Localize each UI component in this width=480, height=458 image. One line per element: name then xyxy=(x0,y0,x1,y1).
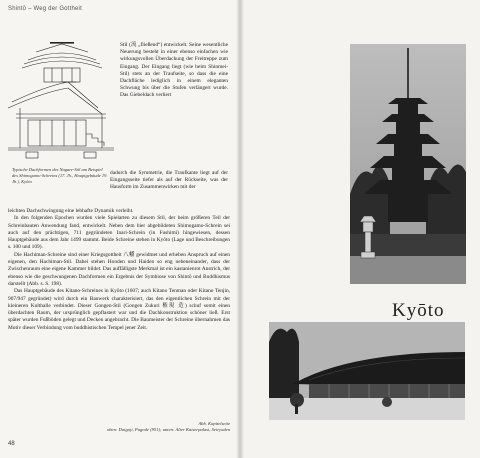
paragraph: In den folgenden Epochen wurden viele Spielarten zu diesem Stil, der beim größeren Teil der Schreinbauten Anwendung fand, entwickelt. Neben dem hier abgebildeten Shimogamo-Schrein sei auch auf den prächtigen, 711 gegründeten Inari-Schrein (in Fushimi) hingewiesen, dessen Hauptgebäude aus dem Jahr 1499 stammt. Beide Schreine stehen in Kyōto (Lage und Beschreibungen s. 100 und 109). xyxy=(8,215,230,251)
body-text xyxy=(8,208,230,332)
book-gutter xyxy=(236,0,244,458)
figure-caption: Typische Dachformen des Nagare-Stil am Beispiel des Shimogamo-Schreins (17. Jh., Hauptgebäude 19. Jh.), Kyōto xyxy=(12,167,108,184)
shrine-roof-diagram xyxy=(6,42,118,164)
intro-text: Stil (流 „fließend“) entwickelt. Seine wesentliche Neuerung besteht in einer ebenso einfachen wie wirkungsvollen Überdachung der Freitreppe zum Eingang. Der Eingang liegt (wie beim Shinmei-Stil) stets an der Traufseite, so dass die eine Dachfläche lediglich in einem eleganten Schwung bis über die Stufen verlängert wurde. Das Giebeldach verliert xyxy=(120,42,228,99)
photo-caption-line: oben: Daigoji, Pagode (951); unten: Alter Kaiserpalast, Seiryoden xyxy=(106,427,230,432)
photo-caption-line: Abb. Kapitelseite xyxy=(198,421,230,426)
paragraph: Die Hachiman-Schreine sind einer Kriegsgottheit 八幡 gewidmet und erheben Anspruch auf einen eigenen, den Hachiman-Stil. Dabei stehen Honden und Haiden so eng nebeneinander, dass der Zwischenraum eine eigene Kammer bildet. Das auffälligste Merkmal ist ein kastanienrot Anstrich, der ebenso wie die geschwungenen Dachformen ein Ergebnis der Symbiose von Shintō und Buddhismus darstellt (Abb. s. S. 198). xyxy=(8,251,230,287)
pagoda-photo xyxy=(350,44,466,284)
page-number: 48 xyxy=(8,441,15,447)
palace-photo xyxy=(269,322,465,420)
photo-credit-caption xyxy=(8,421,230,433)
running-header: Shintō – Weg der Gottheit xyxy=(8,6,82,12)
intro-text-continued: dadurch die Symmetrie, die Traufkante liegt auf der Eingangsseite tiefer als auf der Rückseite, was der Hausform im Zusammenwirken mit der xyxy=(110,170,228,191)
section-title: Kyōto xyxy=(392,300,445,321)
paragraph: Das Hauptgebäude des Kitano-Schreines in Kyōto (1607; auch Kitano Tenman oder Kitano Tenjin, 907/947 gegründet) wird durch ein Bauwerk charakterisiert, das den eigentlichen Schrein mit der kleineren Kulthalle verbindet. Dieser Gongen-Stil (Gongen Zukuri 権現 造) schuf somit einen überdachten Raum, der ursprünglich gepflastert war und die Dachkonstruktion schöner ließ. Erst später wurden Fußböden gelegt und Decken angebracht. Die Baumeister der Schreine übernahmen das Motiv dieser Verbindung vom buddhistischen Tempel jener Zeit. xyxy=(8,288,230,331)
paragraph: leichten Dachschwingung eine lebhafte Dynamik verleiht. xyxy=(8,208,134,214)
